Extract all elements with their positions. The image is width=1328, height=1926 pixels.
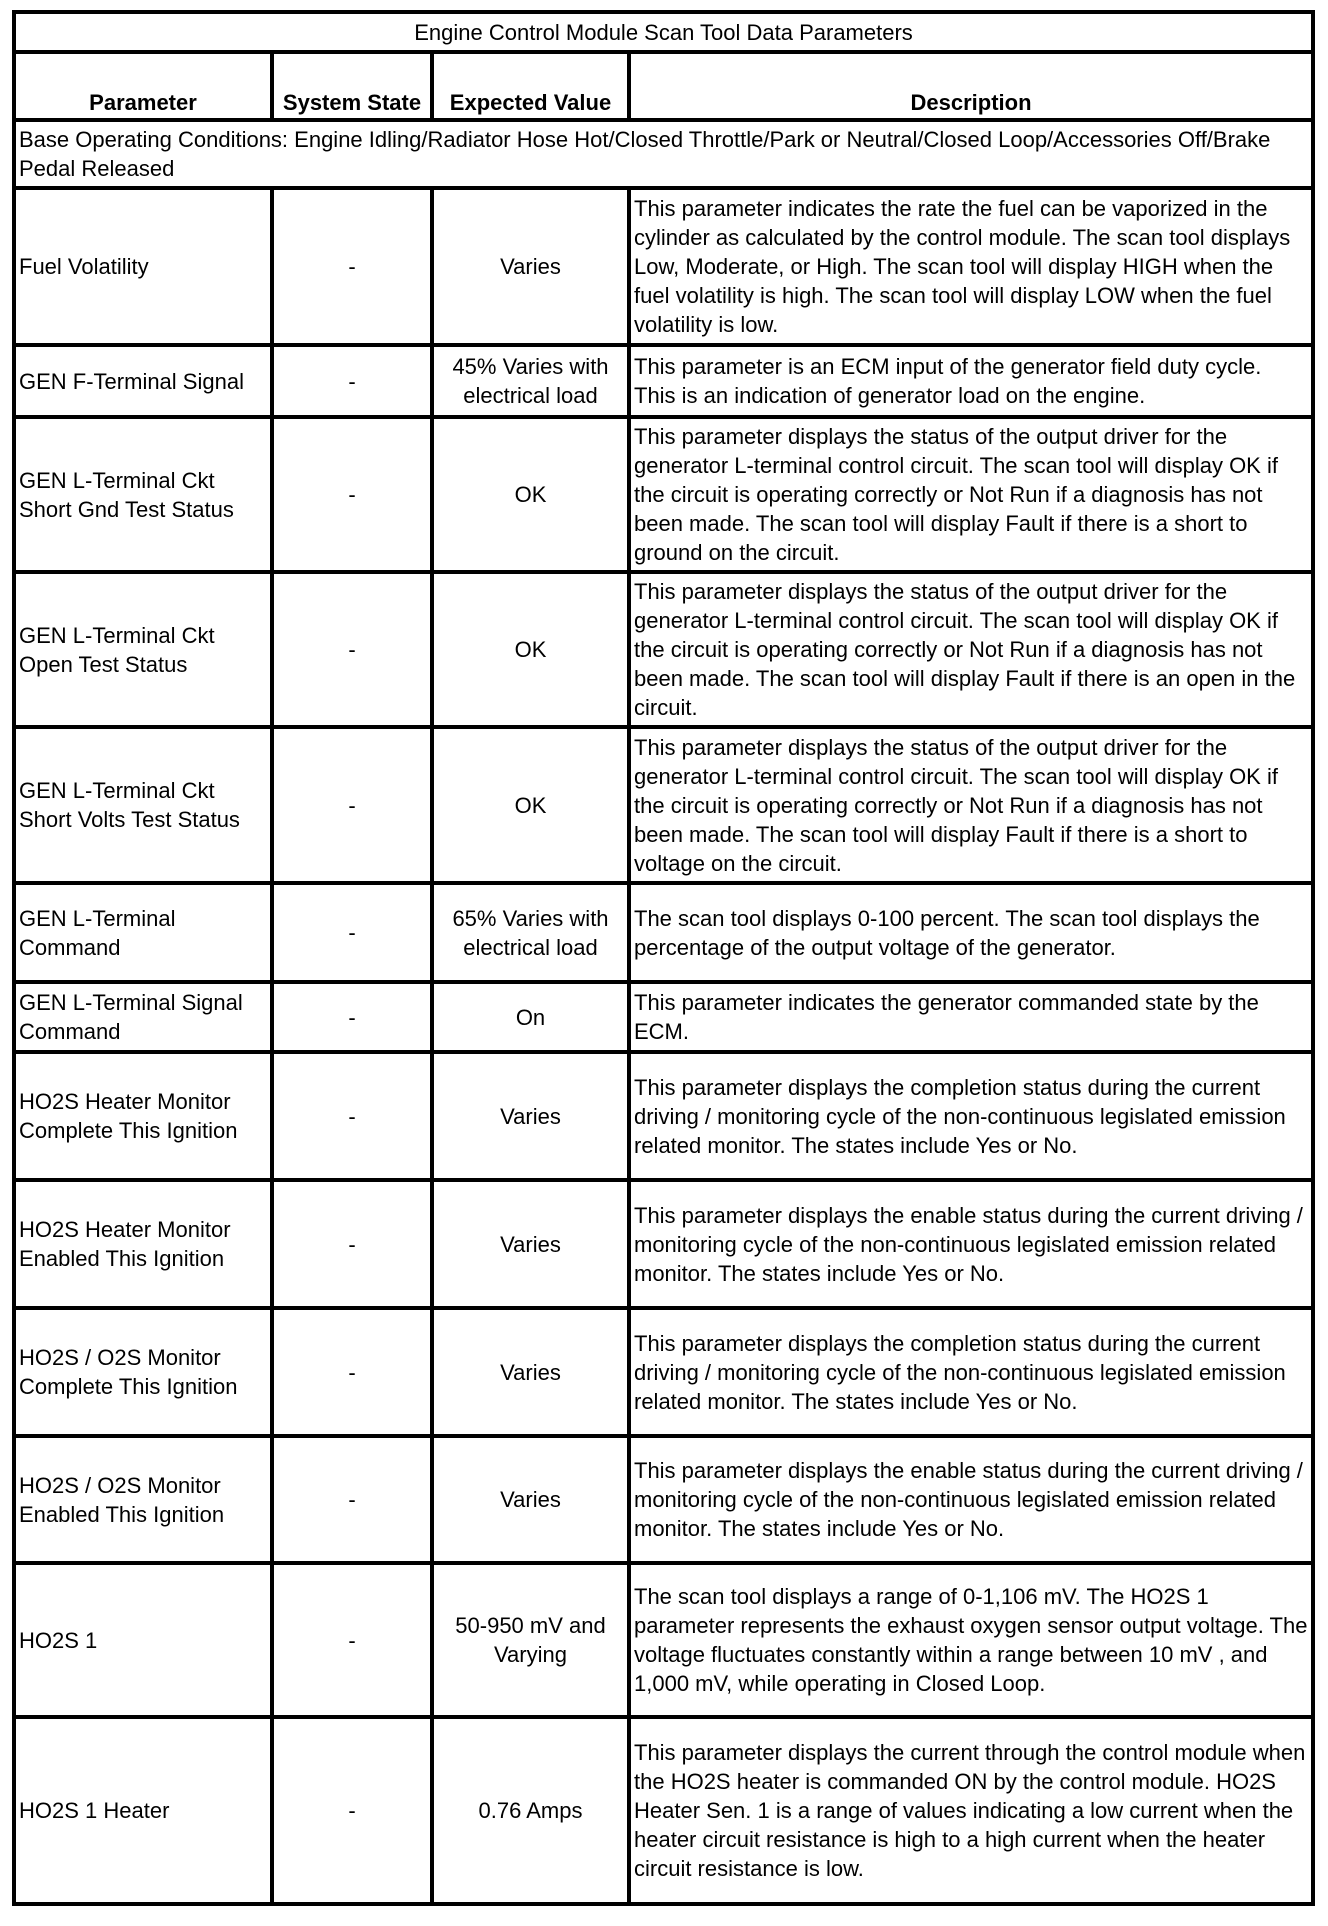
header-row (14, 52, 1313, 120)
table-row (14, 572, 1313, 727)
expected-value-cell: OK (432, 572, 629, 727)
expected-value-cell: OK (432, 417, 629, 572)
description-cell: This parameter displays the status of the output driver for the generator L-terminal control circuit. The scan tool will display OK if the circuit is operating correctly or Not Run if a diagnosis has not been made. The scan tool will display Fault if there is a short to voltage on the circuit. (629, 727, 1313, 883)
system-state-cell: - (272, 188, 432, 345)
table-row (14, 727, 1313, 883)
expected-value-cell: OK (432, 727, 629, 883)
parameter-cell: HO2S / O2S Monitor Complete This Ignition (14, 1308, 272, 1436)
table-row (14, 417, 1313, 572)
parameter-cell: HO2S Heater Monitor Complete This Ignition (14, 1052, 272, 1180)
expected-value-cell: On (432, 982, 629, 1052)
scan-tool-data-table (12, 10, 1315, 1906)
system-state-cell: - (272, 345, 432, 417)
system-state-cell: - (272, 1563, 432, 1717)
description-cell: This parameter indicates the generator commanded state by the ECM. (629, 982, 1313, 1052)
system-state-cell: - (272, 572, 432, 727)
description-cell: This parameter displays the enable status during the current driving / monitoring cycle of the non-continuous legislated emission related monitor. The states include Yes or No. (629, 1436, 1313, 1563)
system-state-cell: - (272, 1180, 432, 1308)
table-title: Engine Control Module Scan Tool Data Parameters (14, 12, 1313, 52)
description-cell: This parameter displays the status of the output driver for the generator L-terminal control circuit. The scan tool will display OK if the circuit is operating correctly or Not Run if a diagnosis has not been made. The scan tool will display Fault if there is an open in the circuit. (629, 572, 1313, 727)
expected-value-cell: 65% Varies with electrical load (432, 883, 629, 982)
table-row (14, 1308, 1313, 1436)
table-row (14, 883, 1313, 982)
parameter-cell: GEN L-Terminal Command (14, 883, 272, 982)
system-state-cell: - (272, 1717, 432, 1904)
expected-value-cell: Varies (432, 1308, 629, 1436)
parameter-cell: GEN L-Terminal Ckt Short Volts Test Status (14, 727, 272, 883)
system-state-cell: - (272, 982, 432, 1052)
table-row (14, 188, 1313, 345)
description-cell: The scan tool displays a range of 0-1,106 mV. The HO2S 1 parameter represents the exhaust oxygen sensor output voltage. The voltage fluctuates constantly within a range between 10 mV , and 1,000 mV, while operating in Closed Loop. (629, 1563, 1313, 1717)
expected-value-cell: 45% Varies with electrical load (432, 345, 629, 417)
parameter-cell: HO2S Heater Monitor Enabled This Ignition (14, 1180, 272, 1308)
expected-value-cell: Varies (432, 188, 629, 345)
parameter-cell: HO2S / O2S Monitor Enabled This Ignition (14, 1436, 272, 1563)
description-cell: This parameter displays the status of the output driver for the generator L-terminal control circuit. The scan tool will display OK if the circuit is operating correctly or Not Run if a diagnosis has not been made. The scan tool will display Fault if there is a short to ground on the circuit. (629, 417, 1313, 572)
system-state-cell: - (272, 883, 432, 982)
parameter-cell: GEN L-Terminal Ckt Short Gnd Test Status (14, 417, 272, 572)
description-cell: This parameter is an ECM input of the generator field duty cycle. This is an indication of generator load on the engine. (629, 345, 1313, 417)
base-operating-conditions: Base Operating Conditions: Engine Idling/Radiator Hose Hot/Closed Throttle/Park or Neutral/Closed Loop/Accessories Off/Brake Pedal Released (14, 120, 1313, 188)
expected-value-cell: 50-950 mV and Varying (432, 1563, 629, 1717)
table-row (14, 1436, 1313, 1563)
parameter-cell: HO2S 1 (14, 1563, 272, 1717)
parameter-cell: GEN L-Terminal Signal Command (14, 982, 272, 1052)
table-row (14, 1180, 1313, 1308)
description-cell: This parameter displays the completion status during the current driving / monitoring cycle of the non-continuous legislated emission related monitor. The states include Yes or No. (629, 1308, 1313, 1436)
parameter-cell: HO2S 1 Heater (14, 1717, 272, 1904)
table-row (14, 345, 1313, 417)
expected-value-cell: Varies (432, 1180, 629, 1308)
parameter-cell: GEN F-Terminal Signal (14, 345, 272, 417)
header-parameter: Parameter (14, 52, 272, 120)
parameter-cell: Fuel Volatility (14, 188, 272, 345)
expected-value-cell: 0.76 Amps (432, 1717, 629, 1904)
description-cell: This parameter displays the completion status during the current driving / monitoring cycle of the non-continuous legislated emission related monitor. The states include Yes or No. (629, 1052, 1313, 1180)
description-cell: The scan tool displays 0-100 percent. The scan tool displays the percentage of the output voltage of the generator. (629, 883, 1313, 982)
header-expected-value: Expected Value (432, 52, 629, 120)
expected-value-cell: Varies (432, 1436, 629, 1563)
system-state-cell: - (272, 727, 432, 883)
base-conditions-row (14, 120, 1313, 188)
header-system-state: System State (272, 52, 432, 120)
parameter-cell: GEN L-Terminal Ckt Open Test Status (14, 572, 272, 727)
description-cell: This parameter indicates the rate the fuel can be vaporized in the cylinder as calculated by the control module. The scan tool displays Low, Moderate, or High. The scan tool will display HIGH when the fuel volatility is high. The scan tool will display LOW when the fuel volatility is low. (629, 188, 1313, 345)
table-row (14, 982, 1313, 1052)
header-description: Description (629, 52, 1313, 120)
table-row (14, 1717, 1313, 1904)
system-state-cell: - (272, 1436, 432, 1563)
system-state-cell: - (272, 417, 432, 572)
description-cell: This parameter displays the current through the control module when the HO2S heater is commanded ON by the control module. HO2S Heater Sen. 1 is a range of values indicating a low current when the heater circuit resistance is high to a high current when the heater circuit resistance is low. (629, 1717, 1313, 1904)
system-state-cell: - (272, 1052, 432, 1180)
description-cell: This parameter displays the enable status during the current driving / monitoring cycle of the non-continuous legislated emission related monitor. The states include Yes or No. (629, 1180, 1313, 1308)
table-row (14, 1052, 1313, 1180)
table-row (14, 1563, 1313, 1717)
expected-value-cell: Varies (432, 1052, 629, 1180)
system-state-cell: - (272, 1308, 432, 1436)
